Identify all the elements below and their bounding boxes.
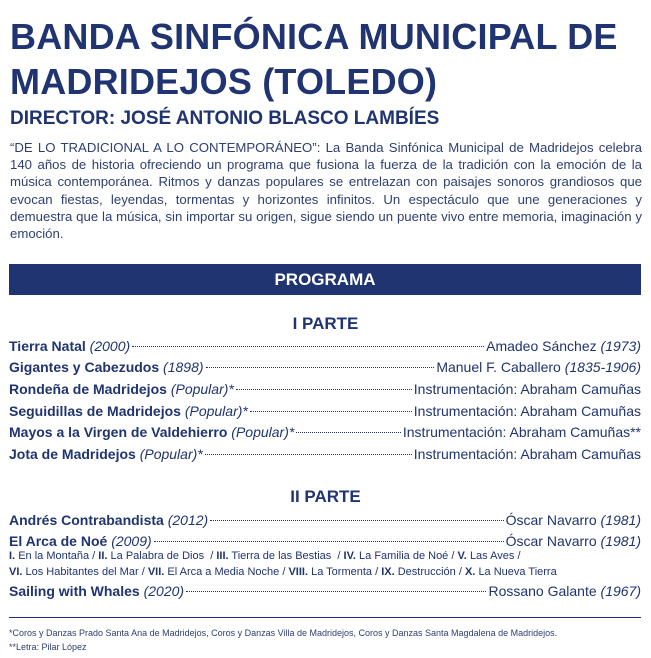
movement-name: La Familia de Noé	[359, 550, 449, 562]
movements-line-1: I. En la Montaña / II. La Palabra de Dios / III. Tierra de las Bestias / IV. La Familia de Noé / V. Las Aves /	[9, 550, 521, 562]
movement-number: IV.	[343, 550, 356, 562]
work-detail: (Popular)*	[184, 403, 248, 419]
movement-number: V.	[457, 550, 467, 562]
movement-number: VI.	[9, 566, 23, 578]
work-title: Rondeña de Madridejos	[9, 381, 167, 397]
work-detail: (2009)	[111, 533, 152, 549]
dot-leader	[250, 411, 412, 412]
composer-detail: (1835-1906)	[564, 359, 641, 375]
arranger: Instrumentación: Abraham Camuñas	[413, 381, 641, 397]
movement-number: I.	[9, 550, 16, 562]
movements-list	[9, 548, 644, 580]
program-item	[9, 422, 641, 442]
work-title: Seguidillas de Madridejos	[9, 403, 181, 419]
program-item	[9, 379, 641, 399]
program-banner	[9, 264, 641, 295]
movement-number: III.	[216, 550, 229, 562]
work-detail: (Popular)*	[170, 381, 234, 397]
movement-name: La Nueva Tierra	[478, 566, 557, 578]
movement-number: VII.	[147, 566, 165, 578]
movement-name: Las Aves	[469, 550, 515, 562]
dot-leader	[154, 541, 504, 542]
composer-detail: (1981)	[600, 512, 641, 528]
composer-detail: (1967)	[600, 583, 641, 599]
work-detail: (1898)	[163, 359, 204, 375]
composer-detail: (1981)	[600, 533, 641, 549]
movement-number: II.	[98, 550, 108, 562]
work-title: Sailing with Whales	[9, 583, 140, 599]
part-2-title: II PARTE	[290, 487, 361, 506]
program-label: PROGRAMA	[274, 269, 376, 289]
part-1-title: I PARTE	[292, 314, 359, 333]
work-detail: (Popular)*	[139, 446, 203, 462]
work-title: El Arca de Noé	[9, 533, 108, 549]
dot-leader	[210, 520, 503, 521]
intro-paragraph: “DE LO TRADICIONAL A LO CONTEMPORÁNEO”: La Banda Sinfónica Municipal de Madridejos celebra 140 años de historia ofreciendo un programa que fusiona la fuerza de la tradición con la emoción de la música contemporánea. Ritmos y danzas populares se entrelazan con paisajes sonoros grandiosos que evocan fiestas, leyendas, tormentas y horizontes infinitos. Un espectáculo que une generaciones y demuestra que la música, sin importar su origen, sigue siendo un puente vivo entre memoria, imaginación y emoción.	[10, 140, 642, 242]
work-detail: (2012)	[167, 512, 209, 528]
work-detail: (2000)	[89, 338, 131, 354]
movement-name: La Palabra de Dios	[110, 550, 205, 562]
movement-number: VIII.	[288, 566, 309, 578]
work-title: Tierra Natal	[9, 338, 86, 354]
work-title: Jota de Madridejos	[9, 446, 136, 462]
work-title: Gigantes y Cabezudos	[9, 359, 160, 375]
program-item	[9, 401, 641, 421]
movement-name: Destrucción	[397, 566, 456, 578]
composer: Manuel F. Caballero	[436, 359, 561, 375]
dot-leader	[205, 454, 412, 455]
composer-detail: (1973)	[600, 338, 641, 354]
movement-number: IX.	[381, 566, 395, 578]
composer: Rossano Galante	[488, 583, 597, 599]
movement-name: Los Habitantes del Mar	[25, 566, 139, 578]
dot-leader	[206, 367, 435, 368]
composer: Óscar Navarro	[505, 533, 597, 549]
footnotes	[9, 626, 649, 654]
movement-name: En la Montaña	[18, 550, 90, 562]
work-title: Mayos a la Virgen de Valdehierro	[9, 424, 228, 440]
program-item	[9, 510, 641, 530]
page-title: BANDA SINFÓNICA MUNICIPAL DE MADRIDEJOS (TOLEDO)	[10, 16, 618, 102]
work-title: Andrés Contrabandista	[9, 512, 164, 528]
composer: Amadeo Sánchez	[486, 338, 597, 354]
work-detail: (Popular)*	[231, 424, 295, 440]
dot-leader	[236, 389, 412, 390]
director-line: DIRECTOR: JOSÉ ANTONIO BLASCO LAMBÍES	[10, 108, 440, 129]
footnote-2: **Letra: Pilar López	[9, 642, 87, 652]
footnote-1: *Coros y Danzas Prado Santa Ana de Madridejos, Coros y Danzas Villa de Madridejos, Coros y Danzas Santa Magdalena de Madridejos.	[9, 628, 558, 638]
movement-number: X.	[464, 566, 476, 578]
movement-name: La Tormenta	[311, 566, 373, 578]
dot-leader	[186, 591, 486, 592]
dot-leader	[132, 346, 484, 347]
arranger: Instrumentación: Abraham Camuñas**	[402, 424, 641, 440]
movement-name: Tierra de las Bestias	[231, 550, 332, 562]
arranger: Instrumentación: Abraham Camuñas	[413, 403, 641, 419]
work-detail: (2020)	[143, 583, 185, 599]
program-item	[9, 444, 641, 464]
arranger: Instrumentación: Abraham Camuñas	[413, 446, 641, 462]
footnote-divider	[9, 617, 641, 618]
program-item	[9, 357, 641, 377]
program-item	[9, 581, 641, 601]
movements-line-2: VI. Los Habitantes del Mar / VII. El Arca a Media Noche / VIII. La Tormenta / IX. Destrucción / X. La Nueva Tierra	[9, 566, 557, 578]
composer: Óscar Navarro	[505, 512, 597, 528]
dot-leader	[296, 432, 401, 433]
movement-name: El Arca a Media Noche	[167, 566, 280, 578]
program-item	[9, 336, 641, 356]
